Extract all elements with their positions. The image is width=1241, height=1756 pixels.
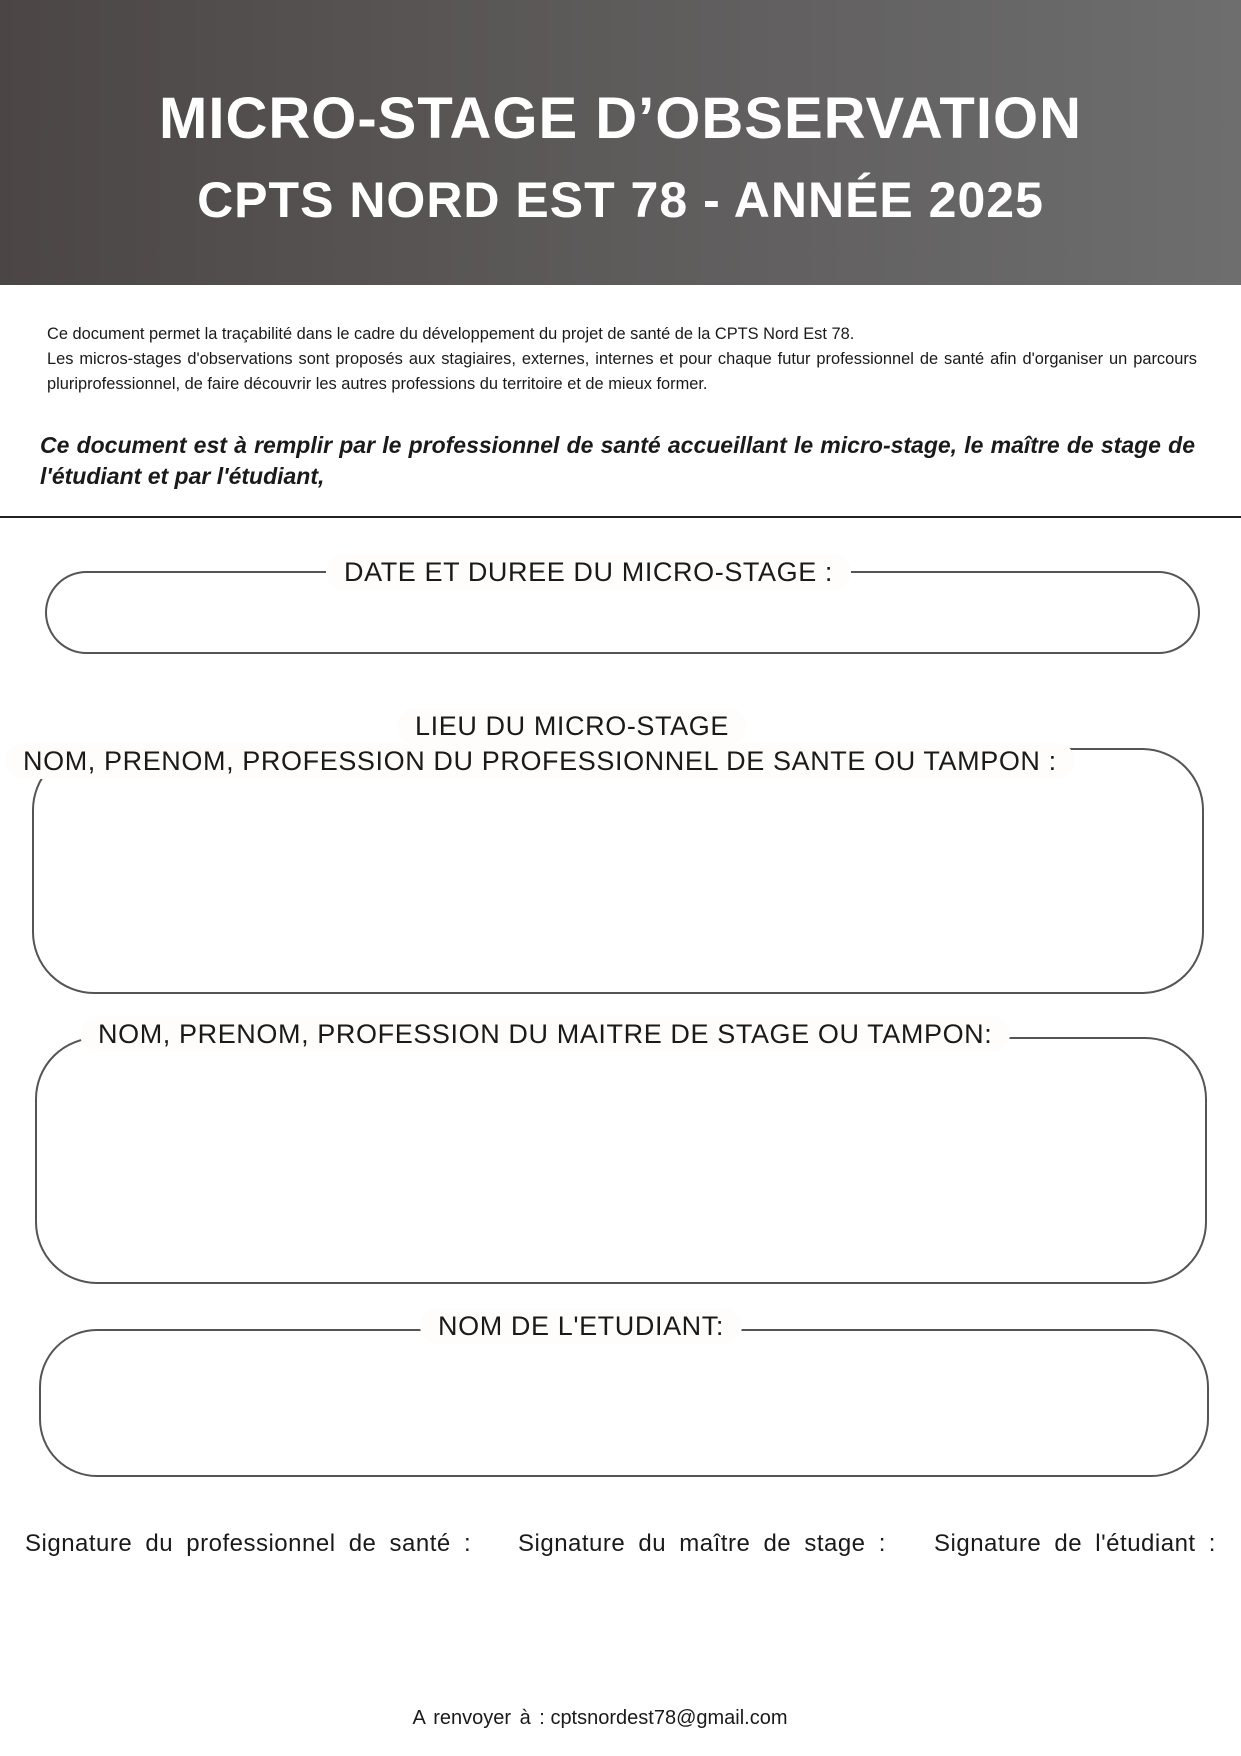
- professionnel-field-label: NOM, PRENOM, PROFESSION DU PROFESSIONNEL DE SANTE OU TAMPON :: [5, 743, 1075, 779]
- divider: [0, 516, 1241, 518]
- intro-text: [47, 322, 1197, 397]
- date-field-label: DATE ET DUREE DU MICRO-STAGE :: [326, 554, 851, 590]
- etudiant-field-box[interactable]: [39, 1329, 1209, 1477]
- maitre-field-label: NOM, PRENOM, PROFESSION DU MAITRE DE STAGE OU TAMPON:: [80, 1016, 1010, 1052]
- etudiant-field-label: NOM DE L'ETUDIANT:: [420, 1308, 742, 1344]
- lieu-field-label: LIEU DU MICRO-STAGE: [397, 708, 747, 744]
- signature-professionnel: Signature du professionnel de santé :: [25, 1530, 472, 1557]
- footer-label: A renvoyer à :: [412, 1707, 545, 1729]
- signature-maitre: Signature du maître de stage :: [518, 1530, 886, 1557]
- maitre-field-box[interactable]: [35, 1037, 1207, 1284]
- intro-line-2: Les micros-stages d'observations sont proposés aux stagiaires, externes, internes et pour chaque futur professionnel de santé afin d'organiser un parcours pluriprofessionnel, de faire découvrir les autres professions du territoire et de mieux former.: [47, 350, 1197, 393]
- signature-etudiant: Signature de l'étudiant :: [934, 1530, 1216, 1557]
- contact-email[interactable]: cptsnordest78@gmail.com: [550, 1707, 788, 1729]
- header-banner: [0, 0, 1241, 285]
- professionnel-field-box[interactable]: [32, 748, 1204, 994]
- footer: [0, 1704, 1200, 1732]
- document-title: MICRO-STAGE D’OBSERVATION: [159, 86, 1082, 151]
- intro-line-1: Ce document permet la traçabilité dans le cadre du développement du projet de santé de la CPTS Nord Est 78.: [47, 325, 855, 343]
- instruction-text: Ce document est à remplir par le professionnel de santé accueillant le micro-stage, le maître de stage de l'étudiant et par l'étudiant,: [40, 432, 1195, 489]
- document-subtitle: CPTS NORD EST 78 - ANNÉE 2025: [197, 172, 1044, 228]
